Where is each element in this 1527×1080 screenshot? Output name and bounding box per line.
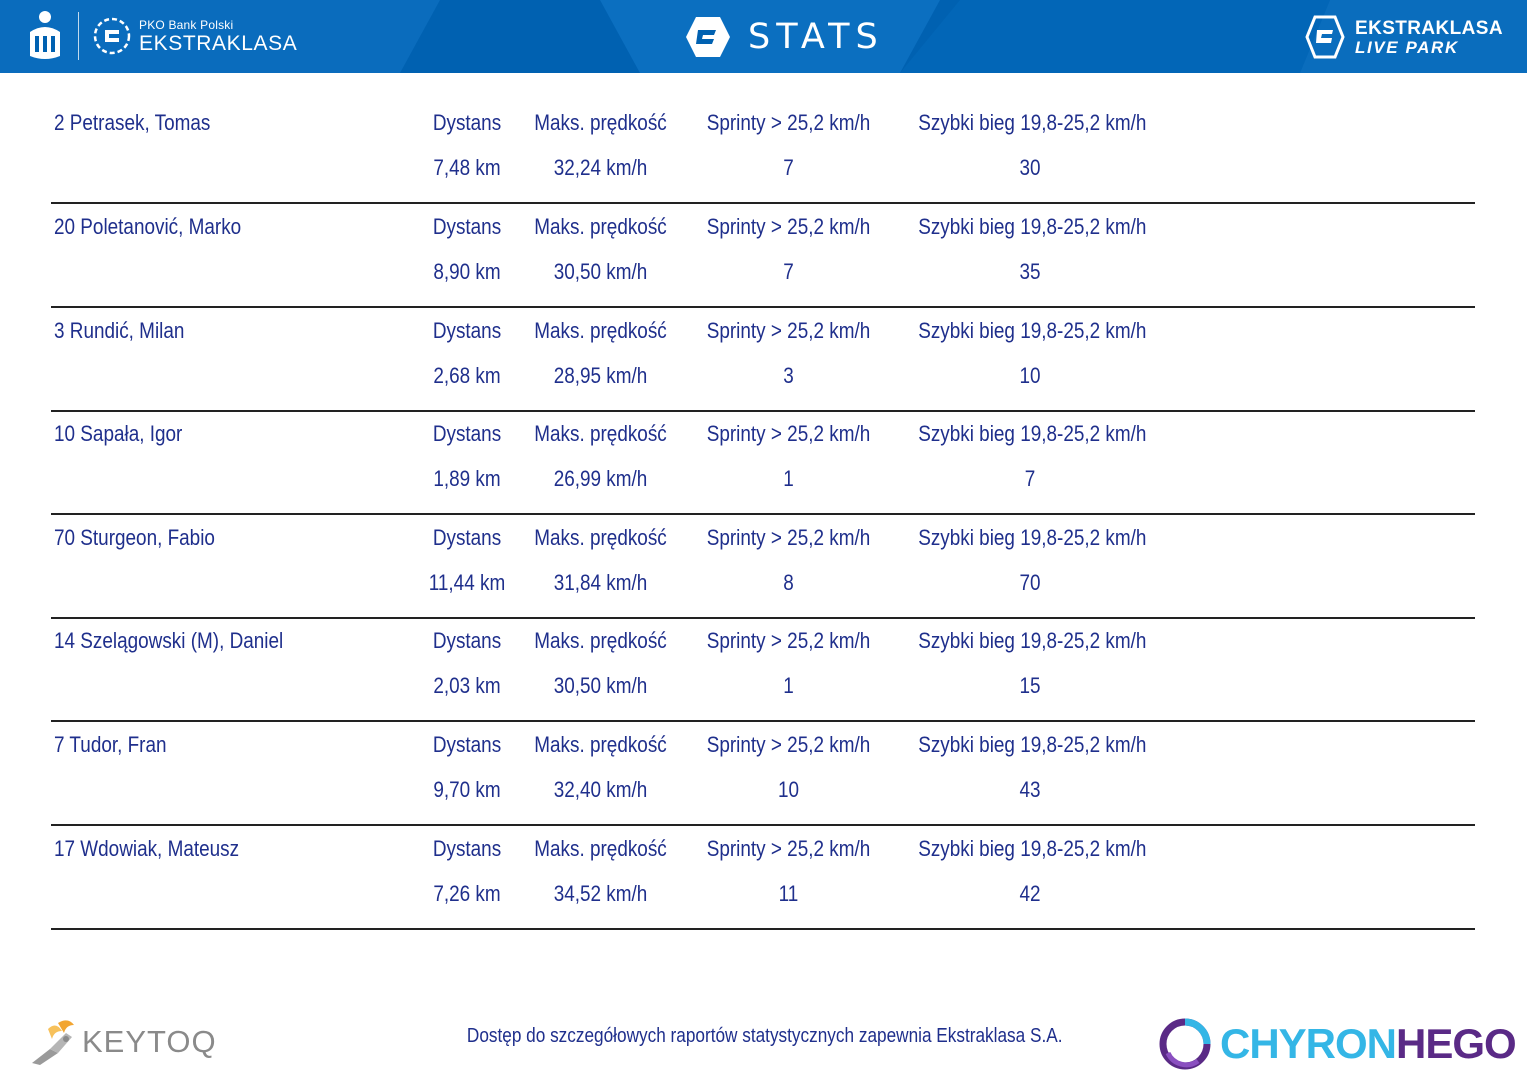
sprints-value: 11 [778,881,799,906]
max-speed-label: Maks. prędkość [534,732,667,757]
fast-runs-label: Szybki bieg 19,8-25,2 km/h [918,525,1147,550]
sprints-label: Sprinty > 25,2 km/h [706,525,871,550]
player-row [51,722,1475,826]
brand-big-text: EKSTRAKLASA [139,31,298,55]
distance-value: 2,68 km [433,363,501,388]
player-row [51,308,1475,412]
player-row [51,618,1475,722]
distance-value: 7,48 km [433,155,501,180]
fast-runs-label: Szybki bieg 19,8-25,2 km/h [918,732,1147,757]
sprints-label: Sprinty > 25,2 km/h [706,732,871,757]
footer-note: Dostęp do szczegółowych raportów statystycznych zapewnia Ekstraklasa S.A. [466,1025,1063,1047]
sprints-label: Sprinty > 25,2 km/h [706,421,871,446]
live-park-text [1355,19,1503,56]
player-name: 17 Wdowiak, Mateusz [54,836,240,861]
sprints-label: Sprinty > 25,2 km/h [706,110,871,135]
sprints-label: Sprinty > 25,2 km/h [706,318,871,343]
chyronhego-text [1220,1020,1516,1068]
distance-label: Dystans [432,110,502,135]
distance-label: Dystans [432,525,502,550]
player-name: 20 Poletanović, Marko [54,214,242,239]
distance-value: 2,03 km [433,673,501,698]
keytoq-bird-icon [28,1015,76,1069]
distance-label: Dystans [432,628,502,653]
max-speed-label: Maks. prędkość [534,421,667,446]
hego-part: HEGO [1396,1020,1516,1067]
max-speed-value: 30,50 km/h [553,259,648,284]
live-park-top-text: EKSTRAKLASA [1355,17,1503,39]
distance-value: 7,26 km [433,881,501,906]
max-speed-label: Maks. prędkość [534,836,667,861]
max-speed-label: Maks. prędkość [534,628,667,653]
fast-runs-label: Szybki bieg 19,8-25,2 km/h [918,836,1147,861]
fast-runs-value: 35 [1019,259,1041,284]
stats-logo-icon [684,15,732,59]
max-speed-value: 26,99 km/h [553,466,648,491]
player-row [51,826,1475,930]
player-row [51,100,1475,204]
sprints-value: 7 [783,155,794,180]
fast-runs-label: Szybki bieg 19,8-25,2 km/h [918,214,1147,239]
fast-runs-value: 30 [1019,155,1041,180]
max-speed-label: Maks. prędkość [534,110,667,135]
player-name: 10 Sapała, Igor [54,421,183,446]
fast-runs-label: Szybki bieg 19,8-25,2 km/h [918,110,1147,135]
fast-runs-value: 10 [1019,363,1041,388]
chyron-part: CHYRON [1220,1020,1397,1067]
max-speed-value: 32,24 km/h [553,155,648,180]
fast-runs-value: 7 [1024,466,1036,491]
distance-label: Dystans [432,214,502,239]
sprints-value: 3 [783,363,794,388]
sprints-label: Sprinty > 25,2 km/h [706,836,871,861]
distance-value: 1,89 km [433,466,501,491]
max-speed-value: 34,52 km/h [553,881,648,906]
sprints-value: 7 [783,259,794,284]
max-speed-label: Maks. prędkość [534,318,667,343]
stats-title-text: STATS [748,17,884,57]
header-bar [0,0,1527,73]
max-speed-label: Maks. prędkość [534,214,667,239]
sprints-value: 8 [783,570,794,595]
max-speed-value: 32,40 km/h [553,777,648,802]
max-speed-value: 31,84 km/h [553,570,648,595]
live-park-bottom-text: LIVE PARK [1355,37,1459,57]
sprints-value: 1 [783,466,794,491]
chyronhego-logo-icon [1158,1017,1212,1071]
distance-label: Dystans [432,421,502,446]
live-park-brand [1305,14,1503,60]
fast-runs-value: 15 [1019,673,1041,698]
max-speed-value: 28,95 km/h [553,363,648,388]
distance-value: 11,44 km [428,570,506,595]
player-row [51,411,1475,515]
fast-runs-value: 70 [1019,570,1041,595]
sprints-label: Sprinty > 25,2 km/h [706,628,871,653]
distance-value: 9,70 km [433,777,501,802]
brand-divider [78,12,79,60]
keytoq-brand [28,1014,217,1070]
distance-value: 8,90 km [433,259,501,284]
sprints-label: Sprinty > 25,2 km/h [706,214,871,239]
player-name: 7 Tudor, Fran [54,732,167,757]
fast-runs-value: 43 [1019,777,1041,802]
distance-label: Dystans [432,836,502,861]
sprints-value: 10 [777,777,800,802]
distance-label: Dystans [432,732,502,757]
player-name: 3 Rundić, Milan [54,318,185,343]
player-row [51,204,1475,308]
pko-ekstraklasa-brand [26,8,297,64]
sprints-value: 1 [783,673,794,698]
fast-runs-label: Szybki bieg 19,8-25,2 km/h [918,421,1147,446]
pko-logo-icon [26,10,64,62]
brand-text [139,19,297,54]
player-row [51,515,1475,619]
keytoq-text: KEYTOQ [82,1024,217,1059]
live-park-logo-icon [1305,15,1345,59]
ekstraklasa-logo-icon [93,17,131,55]
stats-title [684,14,884,60]
player-name: 14 Szelągowski (M), Daniel [54,628,284,653]
distance-label: Dystans [432,318,502,343]
fast-runs-label: Szybki bieg 19,8-25,2 km/h [918,628,1147,653]
chyronhego-brand [1158,1016,1516,1072]
player-name: 70 Sturgeon, Fabio [54,525,215,550]
fast-runs-value: 42 [1019,881,1041,906]
max-speed-value: 30,50 km/h [553,673,648,698]
brand-small-text: PKO Bank Polski [139,17,234,32]
player-name: 2 Petrasek, Tomas [54,110,211,135]
max-speed-label: Maks. prędkość [534,525,667,550]
fast-runs-label: Szybki bieg 19,8-25,2 km/h [918,318,1147,343]
